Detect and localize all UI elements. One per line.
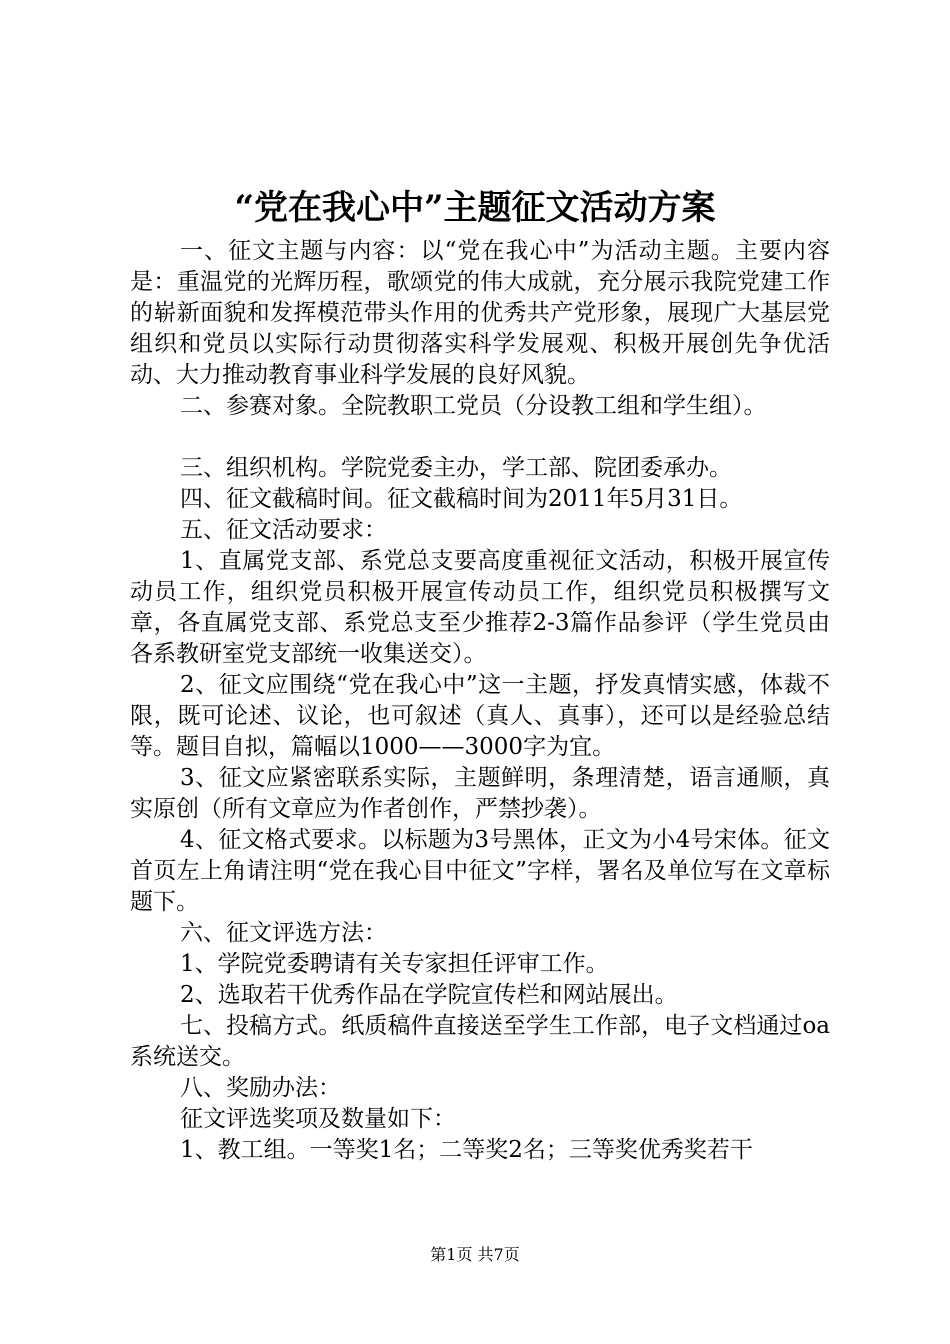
paragraph-evaluation-1: 1、学院党委聘请有关专家担任评审工作。 bbox=[180, 951, 609, 977]
paragraph-awards-1: 1、教工组。一等奖1名；二等奖2名；三等奖优秀奖若干 bbox=[180, 1137, 753, 1163]
paragraph-awards-heading: 八、奖励办法： bbox=[180, 1075, 341, 1101]
paragraph-requirement-2: 2、征文应围绕“党在我心中”这一主题，抒发真情实感，体裁不限，既可论述、议论，也可叙述（真人、真事），还可以是经验总结等。题目自拟，篇幅以1000——3000字为宜。 bbox=[130, 672, 830, 760]
paragraph-evaluation-heading: 六、征文评选方法： bbox=[180, 920, 387, 946]
paragraph-deadline: 四、征文截稿时间。征文截稿时间为2011年5月31日。 bbox=[180, 486, 743, 512]
paragraph-awards-intro: 征文评选奖项及数量如下： bbox=[180, 1106, 456, 1132]
paragraph-theme: 一、征文主题与内容：以“党在我心中”为活动主题。主要内容是：重温党的光辉历程，歌颂党的伟大成就，充分展示我院党建工作的崭新面貌和发挥模范带头作用的优秀共产党形象，展现广大基层党组织和党员以实际行动贯彻落实科学发展观、积极开展创先争优活动、大力推动教育事业科学发展的良好风貌。 bbox=[130, 238, 830, 388]
paragraph-requirement-1: 1、直属党支部、系党总支要高度重视征文活动，积极开展宣传动员工作，组织党员积极开展宣传动员工作，组织党员积极撰写文章，各直属党支部、系党总支至少推荐2-3篇作品参评（学生党员由各系教研室党支部统一收集送交）。 bbox=[130, 548, 830, 667]
document-title: “党在我心中”主题征文活动方案 bbox=[234, 188, 716, 228]
paragraph-participants: 二、参赛对象。全院教职工党员（分设教工组和学生组）。 bbox=[180, 393, 767, 419]
paragraph-submission: 七、投稿方式。纸质稿件直接送至学生工作部，电子文档通过oa系统送交。 bbox=[130, 1013, 830, 1070]
paragraph-organization: 三、组织机构。学院党委主办，学工部、院团委承办。 bbox=[180, 455, 732, 481]
paragraph-requirement-4: 4、征文格式要求。以标题为3号黑体，正文为小4号宋体。征文首页左上角请注明“党在我心目中征文”字样，署名及单位写在文章标题下。 bbox=[130, 827, 830, 915]
document-body bbox=[130, 236, 830, 1166]
paragraph-requirement-3: 3、征文应紧密联系实际，主题鲜明，条理清楚，语言通顺，真实原创（所有文章应为作者创作，严禁抄袭）。 bbox=[130, 765, 830, 822]
paragraph-evaluation-2: 2、选取若干优秀作品在学院宣传栏和网站展出。 bbox=[180, 982, 678, 1008]
page-number-footer: 第1页 共7页 bbox=[430, 1245, 520, 1264]
paragraph-requirements-heading: 五、征文活动要求： bbox=[180, 517, 387, 543]
